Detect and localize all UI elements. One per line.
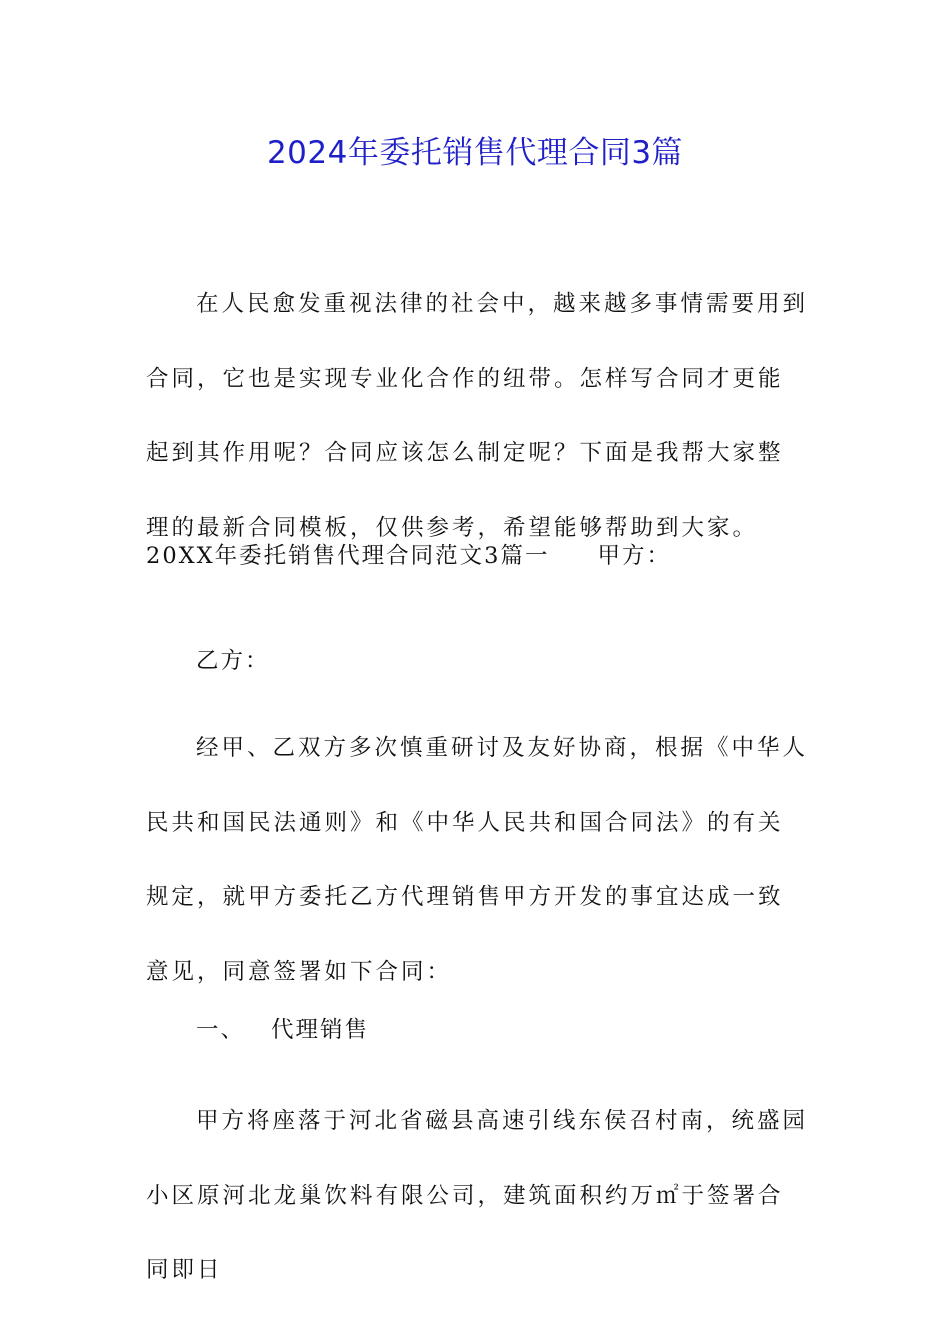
intro-paragraph: 在人民愈发重视法律的社会中，越来越多事情需要用到合同，它也是实现专业化合作的纽带。怎样写合同才更能起到其作用呢？合同应该怎么制定呢？下面是我帮大家整理的最新合同模板，仅供参考，希望能够帮助到大家。 [146, 291, 809, 541]
section-number: 一、 [196, 1017, 246, 1043]
section-one-heading [196, 1012, 369, 1048]
party-a-label: 甲方： [597, 543, 671, 569]
party-b-label: 乙方： [196, 648, 270, 674]
section-title: 代理销售 [271, 1017, 370, 1043]
clause-paragraph: 甲方将座落于河北省磁县高速引线东侯召村南，统盛园小区原河北龙巢饮料有限公司，建筑面积约万㎡于签署合同即日 [146, 1108, 809, 1283]
sample-heading: 20XX年委托销售代理合同范文3篇一 [146, 543, 550, 569]
agreement-paragraph: 经甲、乙双方多次慎重研讨及友好协商，根据《中华人民共和国民法通则》和《中华人民共和国合同法》的有关规定，就甲方委托乙方代理销售甲方开发的事宜达成一致意见，同意签署如下合同： [146, 735, 809, 985]
sample-heading-line [146, 538, 671, 574]
document-title: 2024年委托销售代理合同3篇 [266, 135, 684, 171]
